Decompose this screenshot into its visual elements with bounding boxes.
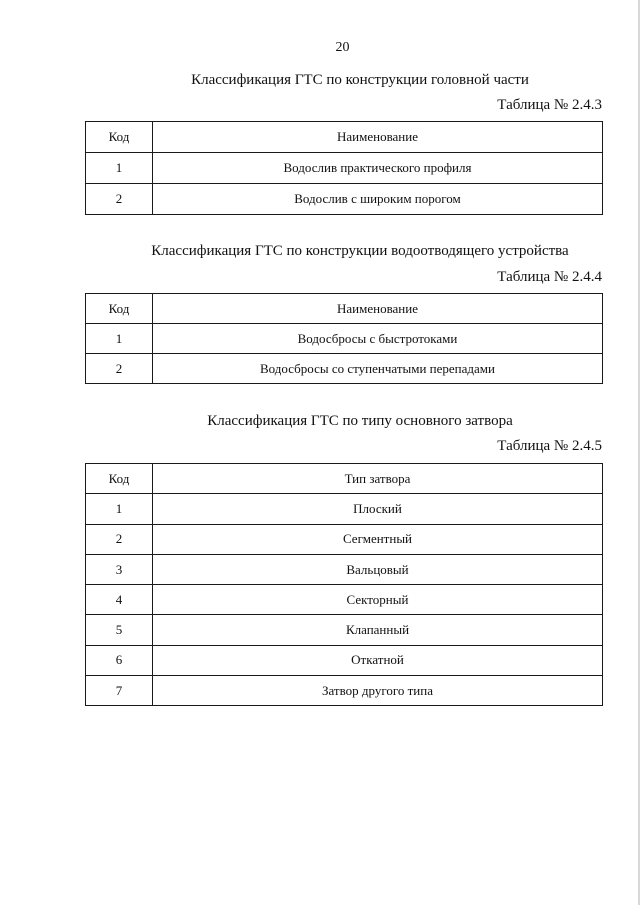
table-drain-structure [85,293,603,384]
table-caption-2-4-5: Таблица № 2.4.5 [497,438,602,454]
table-head-structure [85,121,603,215]
cell-name: Плоский [153,494,603,524]
table-row [86,524,603,554]
section-title-drain-structure: Классификация ГТС по конструкции водоотводящего устройства [151,243,569,259]
cell-name: Водослив с широким порогом [153,184,603,215]
header-code: Код [86,464,153,494]
cell-name: Водосбросы со ступенчатыми перепадами [153,354,603,384]
cell-code: 2 [86,354,153,384]
cell-name: Откатной [153,645,603,675]
table-row [86,615,603,645]
header-gate-type: Тип затвора [153,464,603,494]
table-row [86,585,603,615]
cell-code: 2 [86,524,153,554]
table-header-row [86,464,603,494]
header-code: Код [86,122,153,153]
section-title-gate-type: Классификация ГТС по типу основного затвора [207,413,513,429]
section-title-head-structure: Классификация ГТС по конструкции головной части [191,72,529,88]
cell-name: Затвор другого типа [153,676,603,706]
table-row [86,554,603,584]
table-caption-2-4-4: Таблица № 2.4.4 [497,269,602,285]
cell-code: 5 [86,615,153,645]
cell-name: Водослив практического профиля [153,153,603,184]
table-row [86,645,603,675]
table-row [86,324,603,354]
page-number: 20 [335,40,350,55]
cell-code: 7 [86,676,153,706]
cell-name: Сегментный [153,524,603,554]
table-row [86,153,603,184]
table-row [86,354,603,384]
table-row [86,676,603,706]
cell-name: Вальцовый [153,554,603,584]
cell-code: 4 [86,585,153,615]
table-gate-type [85,463,603,706]
table-caption-2-4-3: Таблица № 2.4.3 [497,97,602,113]
header-name: Наименование [153,294,603,324]
table-row [86,494,603,524]
table-header-row [86,122,603,153]
cell-name: Секторный [153,585,603,615]
cell-code: 1 [86,324,153,354]
header-code: Код [86,294,153,324]
header-name: Наименование [153,122,603,153]
cell-code: 1 [86,153,153,184]
table-row [86,184,603,215]
cell-code: 6 [86,645,153,675]
table-header-row [86,294,603,324]
cell-code: 2 [86,184,153,215]
cell-name: Водосбросы с быстротоками [153,324,603,354]
cell-code: 3 [86,554,153,584]
cell-code: 1 [86,494,153,524]
cell-name: Клапанный [153,615,603,645]
